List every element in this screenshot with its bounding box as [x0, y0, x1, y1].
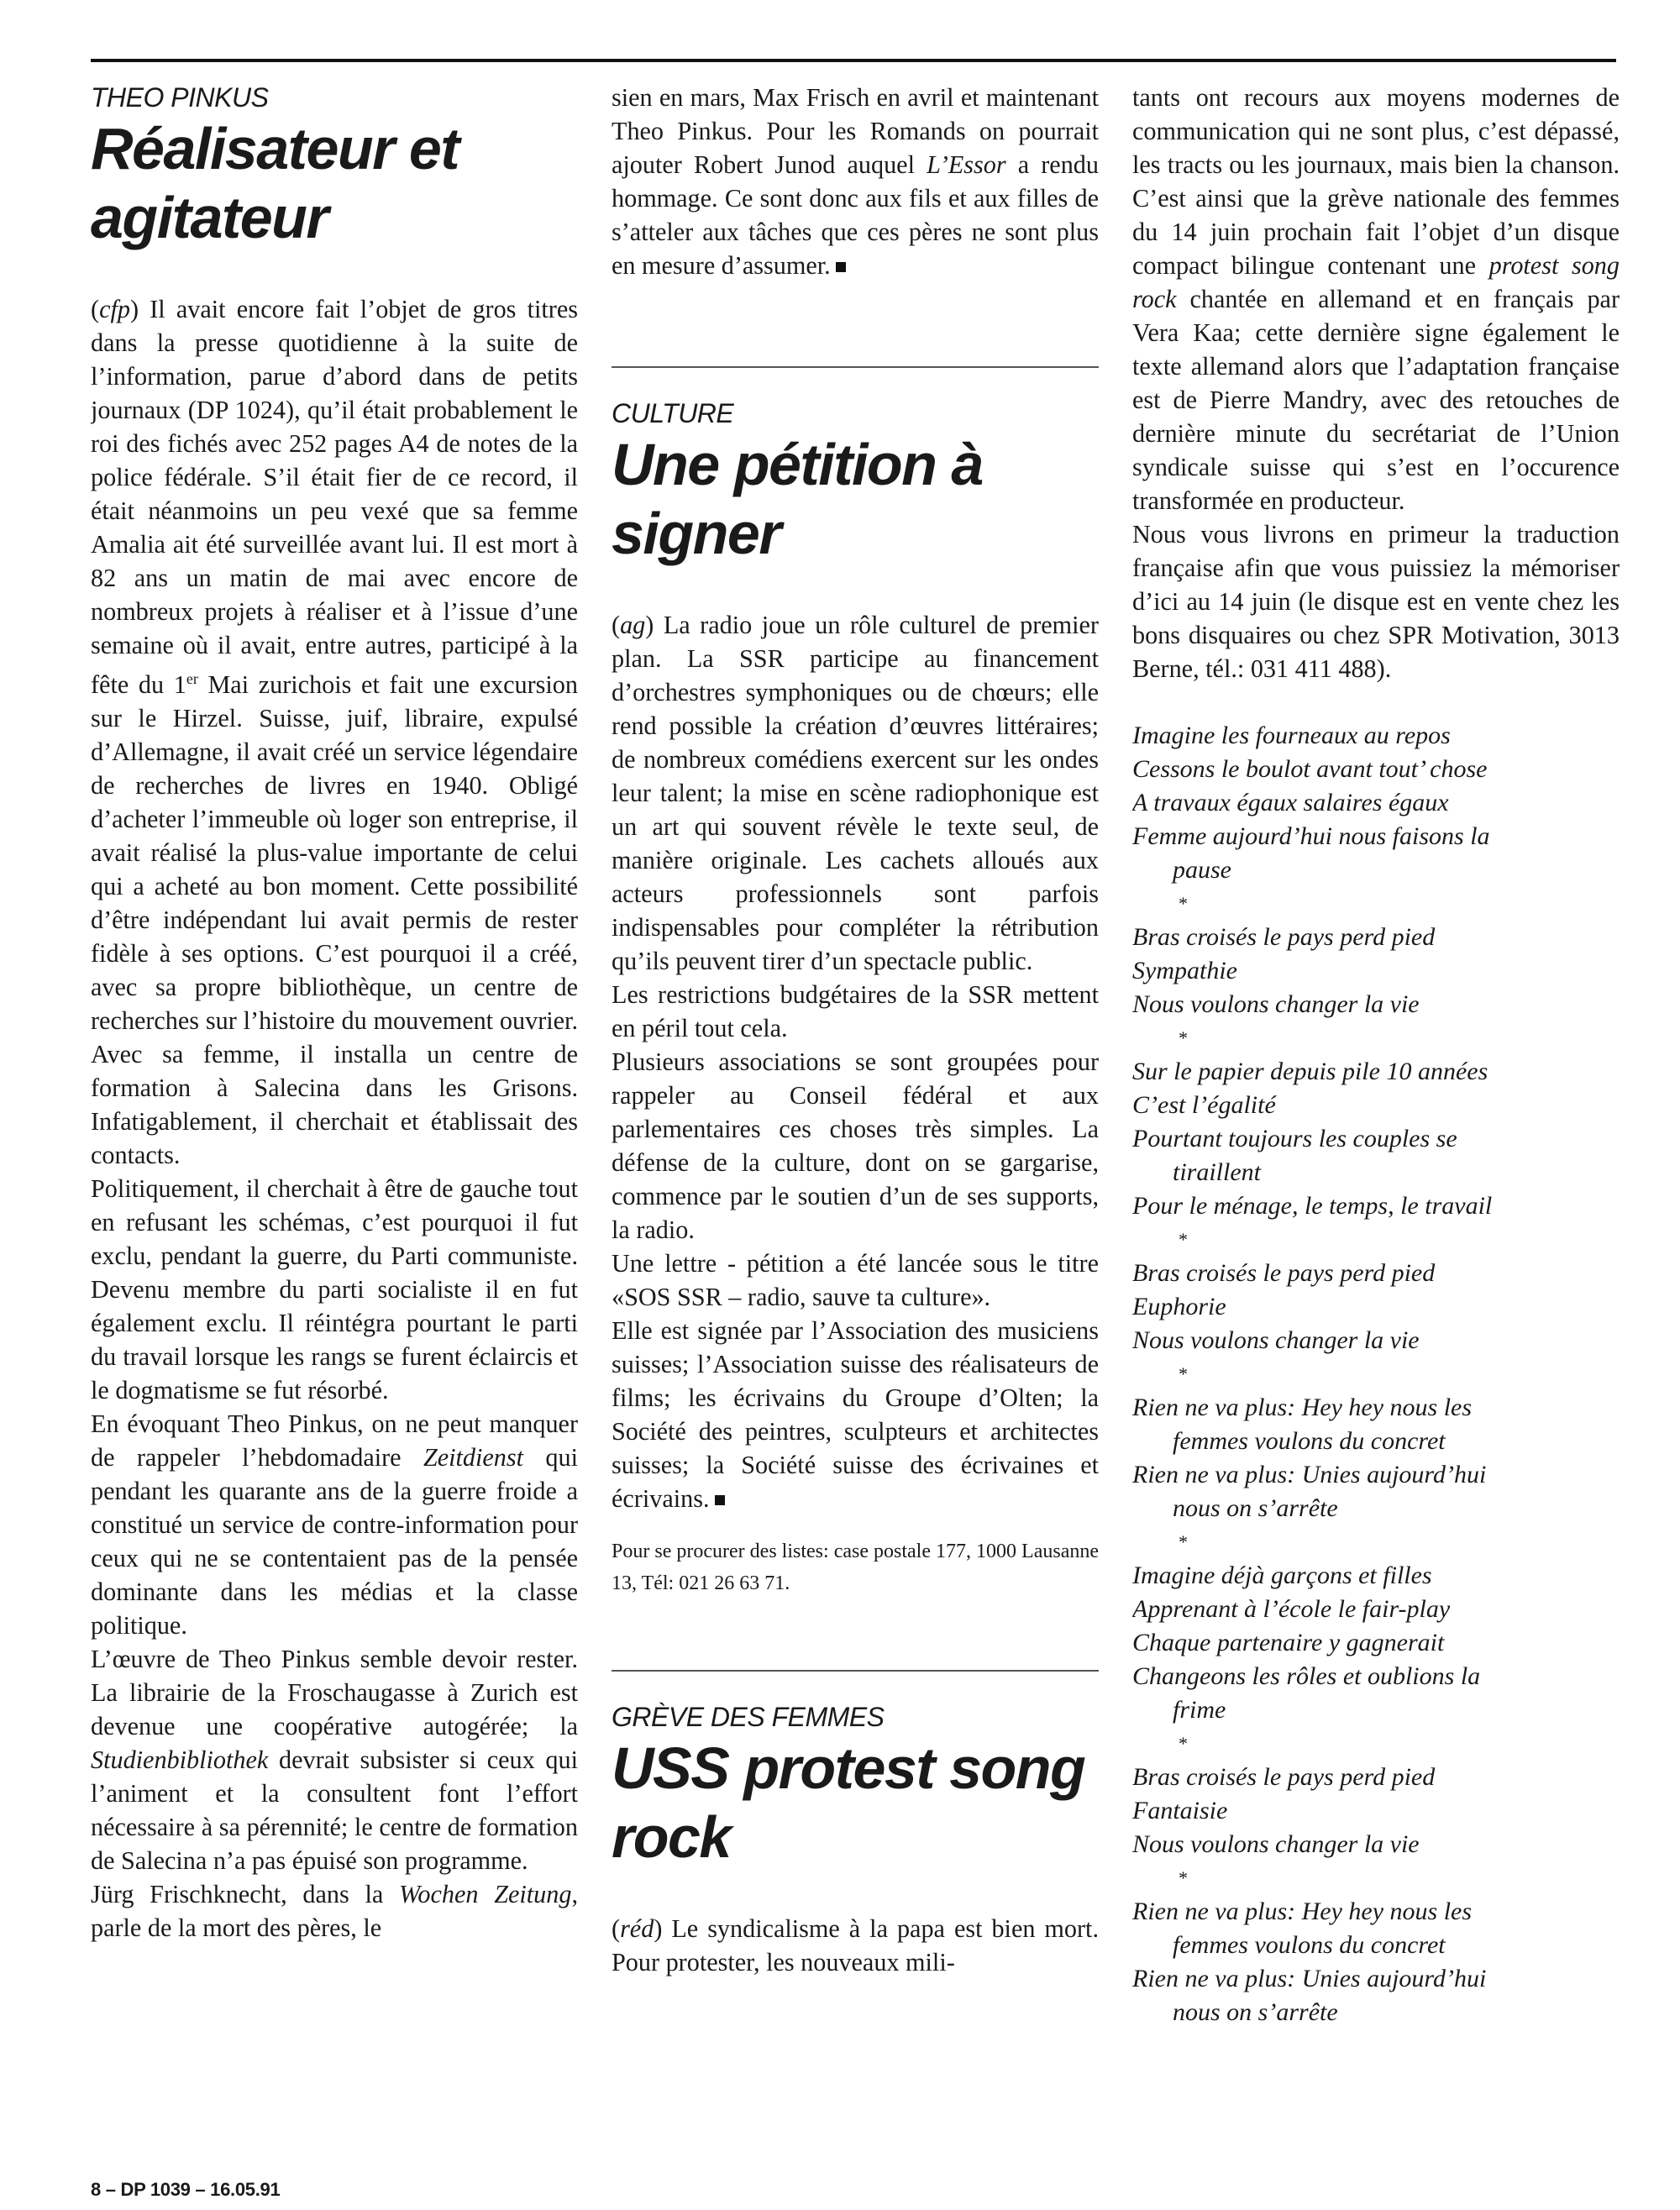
paragraph-text: L’œuvre de Theo Pinkus semble devoir rester. La librairie de la Froschaugasse à Zurich est devenue une coopérative autogérée; la	[91, 1645, 578, 1741]
paragraph	[612, 81, 1099, 282]
paragraph-text: tants ont recours aux moyens modernes de communication qui ne sont plus, c’est dépassé, les tracts ou les journaux, mais bien la chanson. C’est ainsi que la grève nationale des femmes du 14 juin prochain fait l’objet d’un disque compact bilingue contenant une	[1132, 83, 1620, 280]
lyric-line: A travaux égaux salaires égaux	[1132, 789, 1449, 816]
byline-ag: ag	[620, 611, 646, 639]
lyric-line: tiraillent	[1173, 1158, 1261, 1186]
superscript: er	[186, 670, 198, 687]
lyric-line: nous on s’arrête	[1173, 1494, 1338, 1522]
stanza-separator: *	[1179, 1363, 1188, 1384]
lyric-line: frime	[1173, 1696, 1226, 1724]
paragraph	[91, 1877, 578, 1945]
byline-cfp: cfp	[99, 295, 130, 323]
paragraph-text: ) Le syndicalisme à la papa est bien mort. Pour protester, les nouveaux mili-	[612, 1914, 1099, 1976]
lyric-line: nous on s’arrête	[1173, 1998, 1338, 2026]
lyric-line: Pour le ménage, le temps, le travail	[1132, 1192, 1493, 1220]
top-rule	[91, 59, 1616, 62]
lyric-line: Rien ne va plus: Unies aujourd’hui	[1132, 1965, 1487, 1992]
section-divider	[612, 1670, 1099, 1672]
lyric-line: Bras croisés le pays perd pied	[1132, 1763, 1436, 1791]
stanza-separator: *	[1179, 893, 1188, 914]
paragraph-text: , parle de la mort des pères, le	[91, 1880, 578, 1943]
lyric-line: Changeons les rôles et oublions la	[1132, 1662, 1481, 1690]
lyric-line: Pourtant toujours les couples se	[1132, 1125, 1457, 1152]
lyric-line: Bras croisés le pays perd pied	[1132, 1259, 1436, 1287]
lyric-line: Nous voulons changer la vie	[1132, 1326, 1420, 1354]
paragraph: Plusieurs associations se sont groupées pour rappeler au Conseil fédéral et aux parlementaires ces choses très simples. La défense de la culture, dont on se gargarise, commence par le soutien d’un de ses supports, la radio.	[612, 1047, 1099, 1244]
lyric-line: Apprenant à l’école le fair-play	[1132, 1595, 1451, 1623]
stanza-separator: *	[1179, 1531, 1188, 1552]
page-footer: 8 – DP 1039 – 16.05.91	[91, 2179, 281, 2200]
petition-note: Pour se procurer des listes: case postale 177, 1000 Lausanne 13, Tél: 021 26 63 71.	[612, 1541, 1099, 1594]
lyric-line: femmes voulons du concret	[1173, 1931, 1446, 1959]
article-pinkus-body	[91, 292, 578, 1945]
article-petition-body	[612, 608, 1099, 1515]
paragraph: (réd) Le syndicalisme à la papa est bien mort. Pour protester, les nouveaux mili-	[612, 1914, 1099, 1976]
paragraph: Nous vous livrons en primeur la traduction française afin que vous puissiez la mémoriser d’ici au 14 juin (le disque est en vente chez les bons disquaires ou chez SPR Motivation, 3013 Berne, tél.: 031 411 488).	[1132, 520, 1620, 683]
stanza-separator: *	[1179, 1027, 1188, 1048]
headline-greve: USS protest song rock	[612, 1735, 1085, 1870]
paragraph: Les restrictions budgétaires de la SSR mettent en péril tout cela.	[612, 980, 1099, 1042]
kicker-pinkus: THEO PINKUS	[91, 82, 269, 113]
lyric-line: Rien ne va plus: Hey hey nous les	[1132, 1898, 1473, 1925]
publication-title: L’Essor	[927, 150, 1006, 179]
lyric-line: Sur le papier depuis pile 10 années	[1132, 1058, 1488, 1085]
lyric-line: Rien ne va plus: Hey hey nous les	[1132, 1394, 1473, 1421]
kicker-culture: CULTURE	[612, 398, 734, 428]
kicker-greve: GRÈVE DES FEMMES	[612, 1702, 885, 1732]
paragraph-text: devrait subsister si ceux qui l’animent et la consultent font l’effort nécessaire à sa pérennité; le centre de formation de Salecina n’a pas épuisé son programme.	[91, 1745, 578, 1876]
lyric-line: Nous voulons changer la vie	[1132, 990, 1420, 1018]
stanza-separator: *	[1179, 1867, 1188, 1888]
genre-term: protest song rock	[1132, 251, 1620, 313]
lyric-line: Euphorie	[1132, 1293, 1226, 1320]
lyric-line: Sympathie	[1132, 957, 1237, 984]
paragraph-text: qui pendant les quarante ans de la guerre froide a constitué un service de contre-information pour ceux qui ne se contentaient pas de la pensée dominante dans les médias et la classe politique.	[91, 1443, 578, 1640]
stanza-separator: *	[1179, 1229, 1188, 1250]
lyric-line: C’est l’égalité	[1132, 1091, 1276, 1119]
article-pinkus-continued	[612, 81, 1099, 282]
paragraph: (ag) La radio joue un rôle culturel de premier plan. La SSR participe au financement d’orchestres symphoniques ou de chœurs; elle rend possible la création d’œuvres littéraires; de nombreux comédiens exercent sur les ondes leur talent; la mise en scène radiophonique est un art qui souvent révèle le texte seul, de manière originale. Les cachets alloués aux acteurs professionnels sont parfois indispensables pour compléter la rétribution qu’ils peuvent tirer d’un spectacle public.	[612, 611, 1099, 975]
column-2	[612, 81, 1099, 2193]
paragraph: Politiquement, il cherchait à être de gauche tout en refusant les schémas, c’est pourquoi il fut exclu, pendant la guerre, du Parti communiste. Devenu membre du parti socialiste il en fut également exclu. Il réintégra pourtant le parti du travail lorsque les rangs se furent éclaircis et le dogmatisme se fut résorbé.	[91, 1174, 578, 1405]
paragraph	[612, 1314, 1099, 1515]
paragraph	[91, 1407, 578, 1642]
paragraph: Une lettre - pétition a été lancée sous le titre «SOS SSR – radio, sauve ta culture».	[612, 1249, 1099, 1311]
lyric-line: femmes voulons du concret	[1173, 1427, 1446, 1455]
lyric-line: Femme aujourd’hui nous faisons la	[1132, 822, 1490, 850]
lyric-line: Bras croisés le pays perd pied	[1132, 923, 1436, 951]
paragraph-text: sien en mars, Max Frisch en avril et maintenant Theo Pinkus. Pour les Romands on pourrait ajouter Robert Junod auquel	[612, 83, 1099, 179]
paragraph: (cfp) Il avait encore fait l’objet de gros titres dans la presse quotidienne à la suite de l’information, parue d’abord dans de petits journaux (DP 1024), qu’il était probablement le roi des fichés avec 252 pages A4 de notes de la police fédérale. S’il était fier de ce record, il était néanmoins un peu vexé que sa femme Amalia ait été surveillée avant lui. Il est mort à 82 ans un matin de mai avec encore de nombreux projets à réaliser et à l’issue d’une semaine où il avait, entre autres, participé à la fête du 1er Mai zurichois et fait une excursion sur le Hirzel. Suisse, juif, libraire, expulsé d’Allemagne, il avait créé un service légendaire de recherches de livres en 1940. Obligé d’acheter l’immeuble où loger son entreprise, il avait réalisé la plus-value importante de celui qui a acheté au bon moment. Cette possibilité d’être indépendant lui avait permis de rester fidèle à ses options. C’est pourquoi il a créé, avec sa propre bibliothèque, un centre de recherches sur l’histoire du mouvement ouvrier. Avec sa femme, il installa un centre de formation à Salecina dans les Grisons. Infatigablement, il cherchait et établissait des contacts.	[91, 295, 578, 1170]
paragraph-text: Elle est signée par l’Association des musiciens suisses; l’Association suisse des réalisateurs de films; les écrivains du Groupe d’Olten; la Société des peintres, sculpteurs et architectes suisses; la Société suisse des écrivaines et écrivains.	[612, 1316, 1099, 1513]
end-mark-icon	[715, 1495, 725, 1505]
lyric-line: Fantaisie	[1132, 1797, 1228, 1824]
lyric-line: Nous voulons changer la vie	[1132, 1830, 1420, 1858]
stanza-separator: *	[1179, 1733, 1188, 1754]
paragraph-text: chantée en allemand et en français par Vera Kaa; cette dernière signe également le texte allemand alors que l’adaptation française est de Pierre Mandry, avec des retouches de dernière minute du secrétariat de l’Union syndicale suisse qui s’est en l’occurence transformée en producteur.	[1132, 285, 1620, 515]
paragraph-text: a rendu hommage. Ce sont donc aux fils et aux filles de s’atteler aux tâches que ces pères ne sont plus en mesure d’assumer.	[612, 150, 1099, 280]
column-3	[1132, 81, 1620, 2193]
paragraph-text: ) Il avait encore fait l’objet de gros titres dans la presse quotidienne à la suite de l’information, parue d’abord dans de petits journaux (DP 1024), qu’il était probablement le roi des fichés avec 252 pages A4 de notes de la police fédérale. S’il était fier de ce record, il était néanmoins un peu vexé que sa femme Amalia ait été surveillée avant lui. Il est mort à 82 ans un matin de mai avec encore de nombreux projets à réaliser et à l’issue d’une semaine où il avait, entre autres, participé à la fête du 1	[91, 295, 578, 700]
section-divider	[612, 366, 1099, 368]
paragraph-text: ) La radio joue un rôle culturel de premier plan. La SSR participe au financement d’orchestres symphoniques ou de chœurs; elle rend possible la création d’œuvres littéraires; de nombreux comédiens exercent sur les ondes leur talent; la mise en scène radiophonique est un art qui souvent révèle le texte seul, de manière originale. Les cachets alloués aux acteurs professionnels sont parfois indispensables pour compléter la rétribution qu’ils peuvent tirer d’un spectacle public.	[612, 611, 1099, 975]
paragraph	[1132, 81, 1620, 517]
publication-title: Wochen Zeitung	[399, 1880, 572, 1909]
lyric-line: Imagine déjà garçons et filles	[1132, 1562, 1432, 1589]
lyric-line: Chaque partenaire y gagnerait	[1132, 1629, 1445, 1656]
end-mark-icon	[836, 262, 846, 272]
lyric-line: Rien ne va plus: Unies aujourd’hui	[1132, 1461, 1487, 1488]
article-greve-body	[612, 1912, 1099, 1979]
byline-red: réd	[620, 1914, 654, 1943]
publication-title: Studienbibliothek	[91, 1745, 269, 1775]
paragraph-text: En évoquant Theo Pinkus, on ne peut manquer de rappeler l’hebdomadaire	[91, 1409, 578, 1472]
headline-petition: Une pétition à signer	[612, 432, 983, 566]
lyric-line: pause	[1173, 856, 1231, 884]
article-greve-continued	[1132, 81, 1620, 685]
lyric-line: Cessons le boulot avant tout’ chose	[1132, 755, 1488, 783]
song-lyrics	[1132, 719, 1620, 2029]
paragraph-text: Mai zurichois et fait une excursion sur le Hirzel. Suisse, juif, libraire, expulsé d’Allemagne, il avait créé un service légendaire de recherches de livres en 1940. Obligé d’acheter l’immeuble où loger son entreprise, il avait réalisé la plus-value importante de celui qui a acheté au bon moment. Cette possibilité d’être indépendant lui avait permis de rester fidèle à ses options. C’est pourquoi il a créé, avec sa propre bibliothèque, un centre de recherches sur l’histoire du mouvement ouvrier. Avec sa femme, il installa un centre de formation à Salecina dans les Grisons. Infatigablement, il cherchait et établissait des contacts.	[91, 670, 578, 1170]
lyric-line: Imagine les fourneaux au repos	[1132, 722, 1451, 749]
paragraph-text: Jürg Frischknecht, dans la	[91, 1880, 400, 1909]
headline-pinkus: Réalisateur et agitateur	[91, 116, 459, 250]
paragraph	[91, 1642, 578, 1877]
column-1	[91, 81, 578, 2193]
publication-title: Zeitdienst	[423, 1443, 524, 1472]
